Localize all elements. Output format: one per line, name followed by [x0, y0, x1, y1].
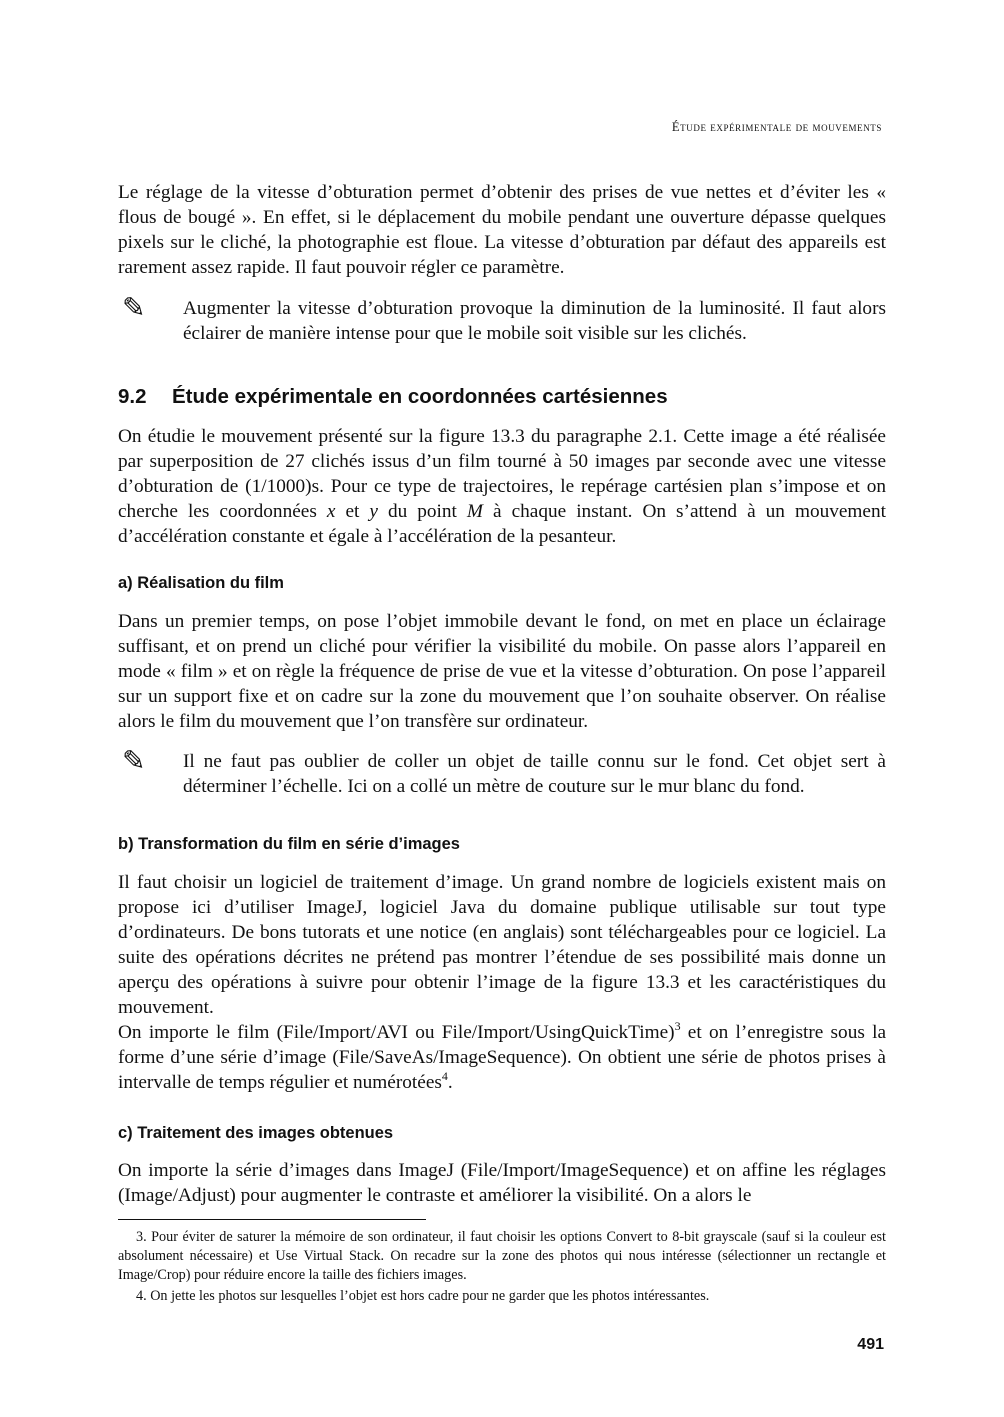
subsection-a-paragraph: Dans un premier temps, on pose l’objet immobile devant le fond, on met en place un éclairage suffisant, et on prend un cliché pour vérifier la visibilité du mobile. On passe alors l’appareil en mode « film » et on règle la fréquence de prise de vue et la vitesse d’obturation. On pose l’appareil sur un support fixe et on cadre sur la zone du mouvement que l’on souhaite observer. On réalise alors le film du mouvement que l’on transfère sur ordinateur.	[118, 611, 886, 732]
subsection-a-block	[118, 609, 886, 734]
subsection-a-note	[118, 744, 886, 799]
text-run: du point	[377, 501, 467, 522]
footnotes	[118, 1228, 886, 1306]
pencil-icon: ✎	[122, 744, 146, 777]
section-title: Étude expérimentale en coordonnées cartésiennes	[172, 385, 668, 408]
variable-m: M	[466, 501, 483, 522]
text-run: et on l’enregistre sous la forme d’une série d’image (File/SaveAs/ImageSequence). On obtient une série de photos prises à intervalle de temps régulier et numérotées	[118, 1022, 887, 1093]
subsection-b-paragraph-2	[118, 1020, 886, 1095]
variable-y: y	[369, 501, 378, 522]
footnote-divider	[118, 1219, 426, 1220]
pencil-icon: ✎	[122, 291, 146, 324]
subsection-b-heading: b) Transformation du film en série d’images	[118, 835, 460, 853]
text-run: .	[447, 1072, 453, 1093]
subsection-b-paragraph-1: Il faut choisir un logiciel de traitement d’image. Un grand nombre de logiciels existent mais on propose ici d’utiliser ImageJ, logiciel Java du domaine publique utilisable sur tout type d’ordinateurs. De bons tutorats et une notice (en anglais) sont téléchargeables pour ce logiciel. La suite des opérations décrites ne prétend pas montrer l’étendue de ses possibilité mais donne un aperçu des opérations à suivre pour obtenir l’image de la figure 13.3 et les caractéristiques du mouvement.	[118, 872, 886, 1018]
footnote-3: 3. Pour éviter de saturer la mémoire de son ordinateur, il faut choisir les options Convert to 8-bit grayscale (sauf si la couleur est absolument nécessaire) et Use Virtual Stack. On recadre sur la zone des photos qui nous intéresse (sélectionner un rectangle et Image/Crop) pour réduire encore la taille des fichiers images.	[118, 1229, 886, 1283]
section-heading	[118, 385, 668, 409]
footnote-4: 4. On jette les photos sur lesquelles l’objet est hors cadre pour ne garder que les photos intéressantes.	[136, 1288, 710, 1304]
text-run: On importe le film (File/Import/AVI ou File/Import/UsingQuickTime)	[118, 1022, 675, 1043]
subsection-a-note-text: Il ne faut pas oublier de coller un objet de taille connu sur le fond. Cet objet sert à déterminer l’échelle. Ici on a collé un mètre de couture sur le mur blanc du fond.	[183, 751, 886, 797]
subsection-a-heading: a) Réalisation du film	[118, 574, 284, 592]
running-header: Étude expérimentale de mouvements	[671, 120, 882, 134]
footnote-ref-4[interactable]: 4	[441, 1069, 448, 1083]
text-run: à chaque instant. On s’attend à un mouvement d’accélération constante et égale à l’accélération de la pesanteur.	[118, 501, 886, 547]
subsection-b-block	[118, 870, 886, 1095]
intro-block	[118, 180, 886, 280]
section-number: 9.2	[118, 385, 147, 408]
footnote-ref-3[interactable]: 3	[674, 1019, 681, 1033]
subsection-c-heading: c) Traitement des images obtenues	[118, 1124, 394, 1142]
page-number: 491	[857, 1336, 884, 1353]
variable-x: x	[326, 501, 336, 522]
intro-note	[118, 291, 886, 346]
section-intro-block	[118, 424, 886, 549]
subsection-c-paragraph: On importe la série d’images dans ImageJ (File/Import/ImageSequence) et on affine les réglages (Image/Adjust) pour augmenter le contraste et améliorer la visibilité. On a alors le	[118, 1160, 886, 1206]
section-paragraph	[118, 424, 886, 549]
intro-note-text: Augmenter la vitesse d’obturation provoque la diminution de la luminosité. Il faut alors éclairer de manière intense pour que le mobile soit visible sur les clichés.	[183, 298, 886, 344]
text-run: On étudie le mouvement présenté sur la figure 13.3 du paragraphe 2.1. Cette image a été réalisée par superposition de 27 clichés issus d’un film tourné à 50 images par seconde avec une vitesse d’obturation de (1/1000)s. Pour ce type de trajectoires, le repérage cartésien plan s’impose et on cherche les coordonnées	[118, 426, 886, 522]
subsection-c-block	[118, 1158, 886, 1208]
intro-paragraph: Le réglage de la vitesse d’obturation permet d’obtenir des prises de vue nettes et d’éviter les « flous de bougé ». En effet, si le déplacement du mobile pendant une ouverture dépasse quelques pixels sur le cliché, la photographie est floue. La vitesse d’obturation par défaut des appareils est rarement assez rapide. Il faut pouvoir régler ce paramètre.	[118, 182, 886, 278]
text-run: et	[335, 501, 370, 522]
